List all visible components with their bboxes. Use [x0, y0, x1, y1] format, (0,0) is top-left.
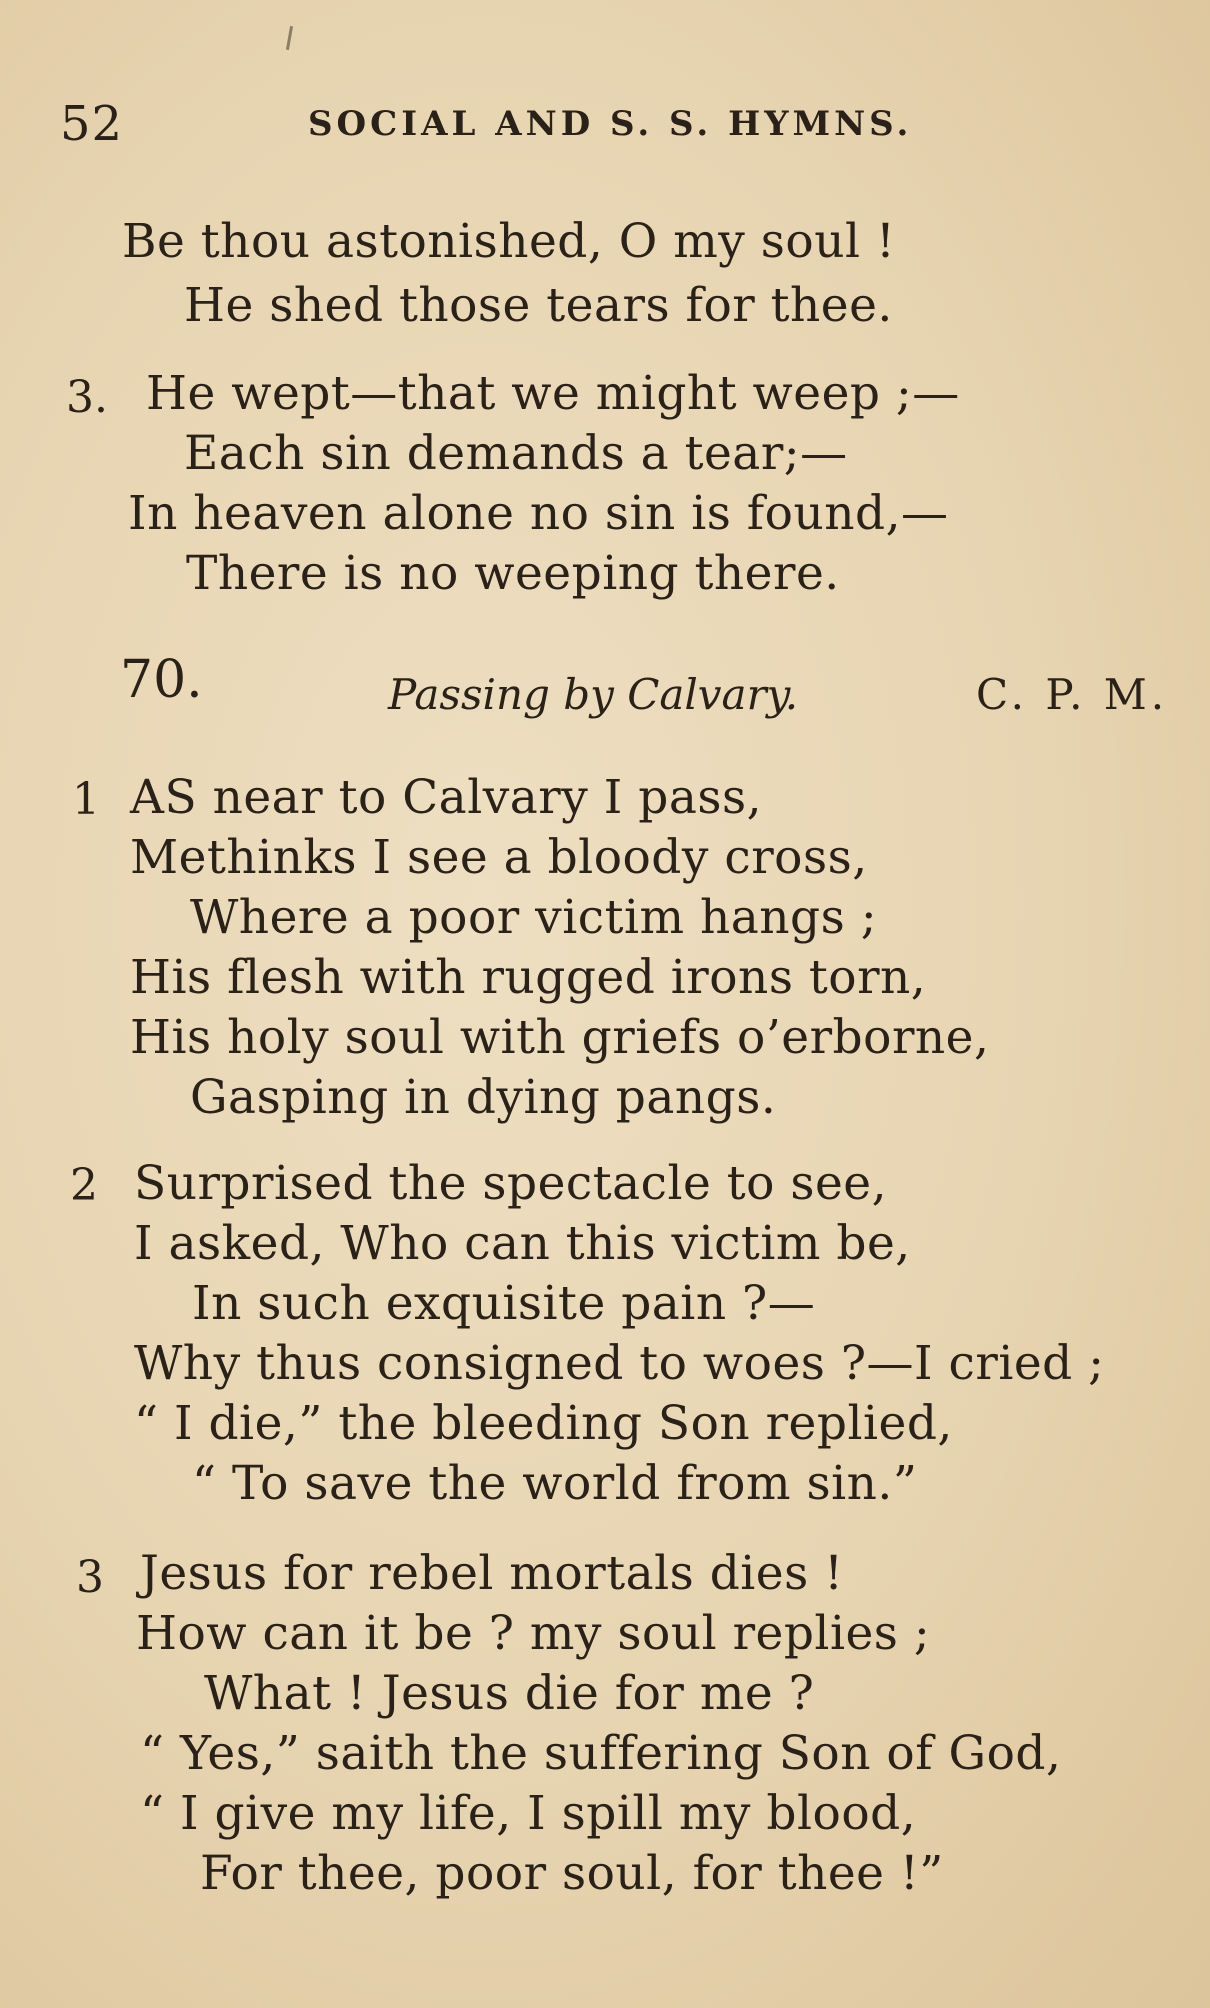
verse-line: How can it be ? my soul replies ; — [136, 1606, 931, 1661]
page-number: 52 — [60, 96, 124, 152]
verse-line: He wept—that we might weep ;— — [146, 366, 960, 421]
verse-line: His holy soul with griefs o’erborne, — [130, 1010, 990, 1065]
verse-line: Surprised the spectacle to see, — [134, 1156, 888, 1211]
hymn-meter: C. P. M. — [976, 670, 1169, 719]
verse-line: “ To save the world from sin.” — [192, 1456, 918, 1511]
verse-line: Methinks I see a bloody cross, — [130, 830, 868, 885]
verse-line: His flesh with rugged irons torn, — [130, 950, 927, 1005]
continuation-line: Be thou astonished, O my soul ! — [122, 214, 896, 269]
stray-ink-mark — [286, 26, 293, 50]
hymn-title: Passing by Calvary. — [388, 670, 799, 719]
verse-line: Gasping in dying pangs. — [190, 1070, 777, 1125]
verse-line: Jesus for rebel mortals dies ! — [140, 1546, 844, 1601]
verse-line: “ Yes,” saith the suffering Son of God, — [140, 1726, 1062, 1781]
continuation-line: He shed those tears for thee. — [184, 278, 893, 333]
verse-line: For thee, poor soul, for thee !” — [200, 1846, 944, 1901]
page-header — [60, 96, 1160, 156]
verse-line: Where a poor victim hangs ; — [190, 890, 878, 945]
verse-line: Why thus consigned to woes ?—I cried ; — [134, 1336, 1105, 1391]
verse-line: I asked, Who can this victim be, — [134, 1216, 911, 1271]
hymn-number: 70. — [120, 650, 203, 710]
verse-number: 1 — [72, 774, 100, 825]
running-title: SOCIAL AND S. S. HYMNS. — [308, 104, 913, 144]
verse-number: 3. — [66, 372, 108, 423]
verse-number: 2 — [70, 1160, 98, 1211]
verse-line: “ I give my life, I spill my blood, — [140, 1786, 917, 1841]
verse-line: AS near to Calvary I pass, — [130, 770, 763, 825]
verse-line: There is no weeping there. — [186, 546, 840, 601]
verse-line: In such exquisite pain ?— — [192, 1276, 816, 1331]
verse-line: In heaven alone no sin is found,— — [128, 486, 949, 541]
verse-line: Each sin demands a tear;— — [184, 426, 848, 481]
verse-number: 3 — [76, 1552, 104, 1603]
verse-line: What ! Jesus die for me ? — [204, 1666, 815, 1721]
verse-line: “ I die,” the bleeding Son replied, — [134, 1396, 953, 1451]
